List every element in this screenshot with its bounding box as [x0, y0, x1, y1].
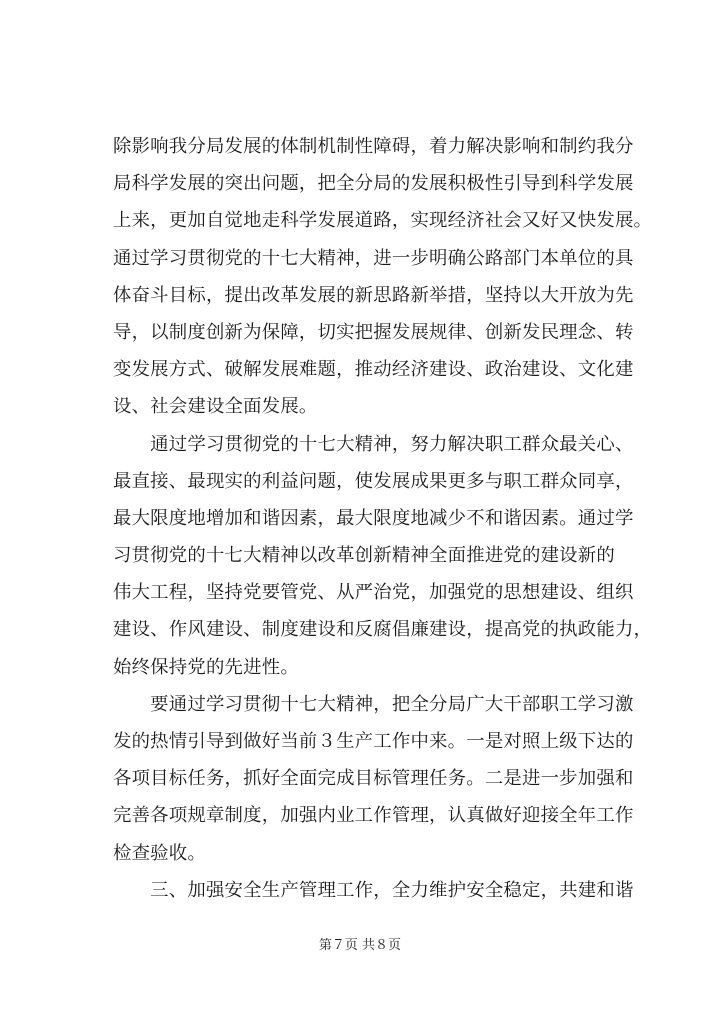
text-line: 变发展方式、破解发展难题，推动经济建设、政治建设、文化建 [113, 359, 634, 381]
text-line: 上来，更加自觉地走科学发展道路，实现经济社会又好又快发展。 [113, 210, 653, 232]
text-line: 局科学发展的突出问题，把全分局的发展积极性引导到科学发展 [113, 173, 634, 195]
page-footer [0, 934, 720, 953]
text-line: 要通过学习贯彻十七大精神，把全分局广大干部职工学习激 [113, 693, 634, 715]
paragraph-4-heading [113, 872, 633, 909]
text-line: 完善各项规章制度，加强内业工作管理，认真做好迎接全年工作 [113, 805, 634, 827]
text-line: 伟大工程，坚持党要管党、从严治党，加强党的思想建设、组织 [113, 582, 634, 604]
text-line: 设、社会建设全面发展。 [113, 396, 318, 418]
text-line: 通过学习贯彻党的十七大精神，努力解决职工群众最关心、 [113, 433, 634, 455]
text-line: 体奋斗目标，提出改革发展的新思路新举措，坚持以大开放为先 [113, 284, 634, 306]
text-line: 各项目标任务，抓好全面完成目标管理任务。二是进一步加强和 [113, 768, 634, 790]
text-line: 最直接、最现实的利益问题，使发展成果更多与职工群众同享， [113, 470, 634, 492]
paragraph-1 [113, 128, 653, 426]
text-line: 习贯彻党的十七大精神以改革创新精神全面推进党的建设新的 [113, 545, 615, 567]
text-line: 除影响我分局发展的体制机制性障碍，着力解决影响和制约我分 [113, 136, 634, 157]
paragraph-2 [113, 426, 653, 686]
text-line: 建设、作风建设、制度建设和反腐倡廉建设，提高党的执政能力， [113, 619, 653, 641]
text-line: 最大限度地增加和谐因素，最大限度地减少不和谐因素。通过学 [113, 507, 634, 529]
paragraph-3 [113, 686, 633, 872]
text-line: 导，以制度创新为保障，切实把握发展规律、创新发民理念、转 [113, 321, 634, 343]
text-line: 发的热情引导到做好当前３生产工作中来。一是对照上级下达的 [113, 731, 634, 752]
text-line: 检查验收。 [113, 842, 206, 864]
text-line: 始终保持党的先进性。 [113, 656, 299, 678]
page-number-label: 第７页 共８页 [318, 938, 402, 953]
body-text [113, 128, 653, 909]
section-heading-line: 三、加强安全生产管理工作，全力维护安全稳定，共建和谐 [113, 879, 634, 901]
text-line: 通过学习贯彻党的十七大精神，进一步明确公路部门本单位的具 [113, 247, 634, 269]
